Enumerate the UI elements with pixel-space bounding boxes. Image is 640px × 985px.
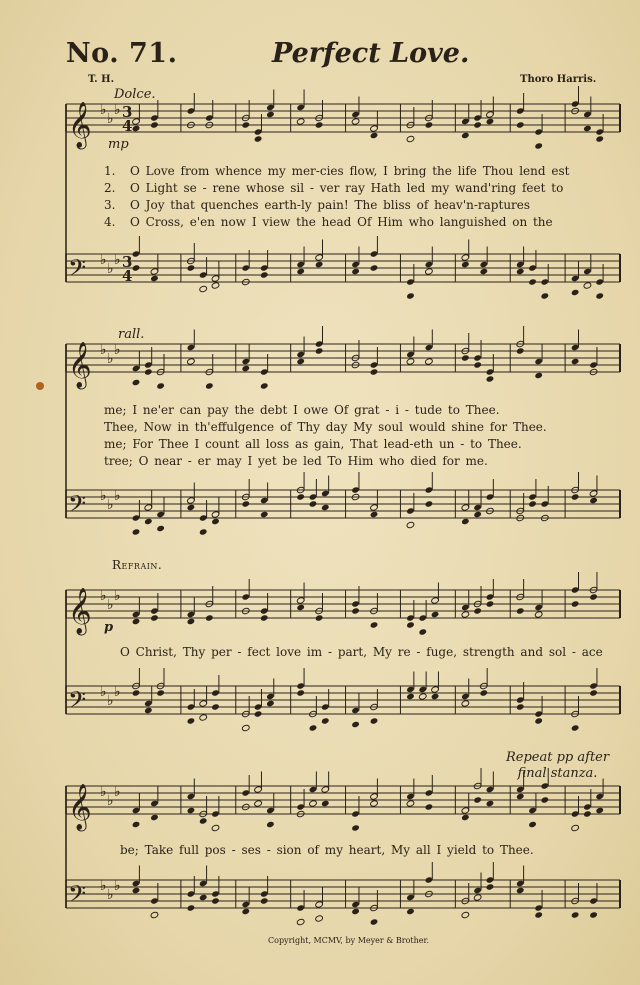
svg-text:♭: ♭	[100, 684, 107, 700]
svg-text:♭: ♭	[100, 784, 107, 800]
p-marking: p	[104, 620, 114, 635]
svg-text:♭: ♭	[114, 684, 121, 700]
svg-text:𝄞: 𝄞	[68, 102, 92, 148]
svg-text:♭: ♭	[100, 342, 107, 358]
mp-marking: mp	[108, 137, 129, 152]
svg-text:♭: ♭	[107, 693, 114, 709]
svg-text:♭: ♭	[100, 488, 107, 504]
margin-mark	[36, 382, 44, 390]
svg-text:𝄞: 𝄞	[68, 342, 92, 388]
svg-text:♭: ♭	[107, 111, 114, 127]
verse-line-3: 3. O Joy that quenches earth-ly pain! The bliss of heav'n-raptures	[104, 198, 531, 212]
svg-text:𝄢: 𝄢	[68, 254, 87, 287]
rall-marking: rall.	[118, 327, 145, 342]
svg-text:♭: ♭	[107, 597, 114, 613]
refrain-lyric-2: be; Take full pos - ses - sion of my heart, My all I yield to Thee.	[120, 843, 534, 857]
svg-text:♭: ♭	[100, 102, 107, 118]
svg-text:𝄞: 𝄞	[68, 784, 92, 830]
repeat-instruction: Repeat pp after final stanza.	[506, 750, 610, 781]
svg-text:𝄢: 𝄢	[68, 686, 87, 719]
verse-line-1: 1. O Love from whence my mer-cies flow, I bring the life Thou lend est	[104, 164, 570, 178]
verse-continuation-4: tree; O near - er may I yet be led To Him who died for me.	[104, 454, 488, 468]
svg-text:3: 3	[122, 103, 133, 121]
svg-text:♭: ♭	[100, 588, 107, 604]
verse-line-4: 4. O Cross, e'en now I view the head Of Him who languished on the	[104, 215, 553, 229]
svg-text:𝄢: 𝄢	[68, 490, 87, 523]
hymn-number: No. 71.	[66, 38, 178, 69]
svg-text:3: 3	[122, 253, 133, 271]
svg-text:♭: ♭	[114, 488, 121, 504]
verse-continuation-3: me; For Thee I count all loss as gain, That lead-eth un - to Thee.	[104, 437, 522, 451]
lyricist-initials: T. H.	[88, 74, 115, 85]
svg-text:𝄢: 𝄢	[68, 880, 87, 913]
svg-text:♭: ♭	[114, 102, 121, 118]
svg-text:♭: ♭	[107, 351, 114, 367]
verse-continuation-1: me; I ne'er can pay the debt I owe Of grat - i - tude to Thee.	[104, 403, 500, 417]
svg-text:♭: ♭	[100, 878, 107, 894]
svg-text:4: 4	[122, 267, 133, 285]
copyright-notice: Copyright, MCMV, by Meyer & Brother.	[268, 936, 430, 945]
svg-text:♭: ♭	[114, 784, 121, 800]
verse-continuation-2: Thee, Now in th'effulgence of Thy day My soul would shine for Thee.	[104, 420, 547, 434]
svg-text:♭: ♭	[114, 588, 121, 604]
refrain-label: Refrain.	[112, 558, 163, 572]
refrain-lyric-1: O Christ, Thy per - fect love im - part, My re - fuge, strength and sol - ace	[120, 645, 603, 659]
svg-text:♭: ♭	[107, 887, 114, 903]
hymn-title: Perfect Love.	[272, 38, 470, 69]
composer-name: Thoro Harris.	[520, 74, 597, 85]
svg-text:𝄞: 𝄞	[68, 588, 92, 634]
svg-text:4: 4	[122, 117, 133, 135]
svg-text:♭: ♭	[107, 497, 114, 513]
dolce-marking: Dolce.	[114, 87, 156, 102]
verse-line-2: 2. O Light se - rene whose sil - ver ray Hath led my wand'ring feet to	[104, 181, 564, 195]
svg-text:♭: ♭	[100, 252, 107, 268]
svg-text:♭: ♭	[107, 261, 114, 277]
svg-text:♭: ♭	[114, 878, 121, 894]
svg-text:♭: ♭	[107, 793, 114, 809]
svg-text:♭: ♭	[114, 342, 121, 358]
svg-text:♭: ♭	[114, 252, 121, 268]
